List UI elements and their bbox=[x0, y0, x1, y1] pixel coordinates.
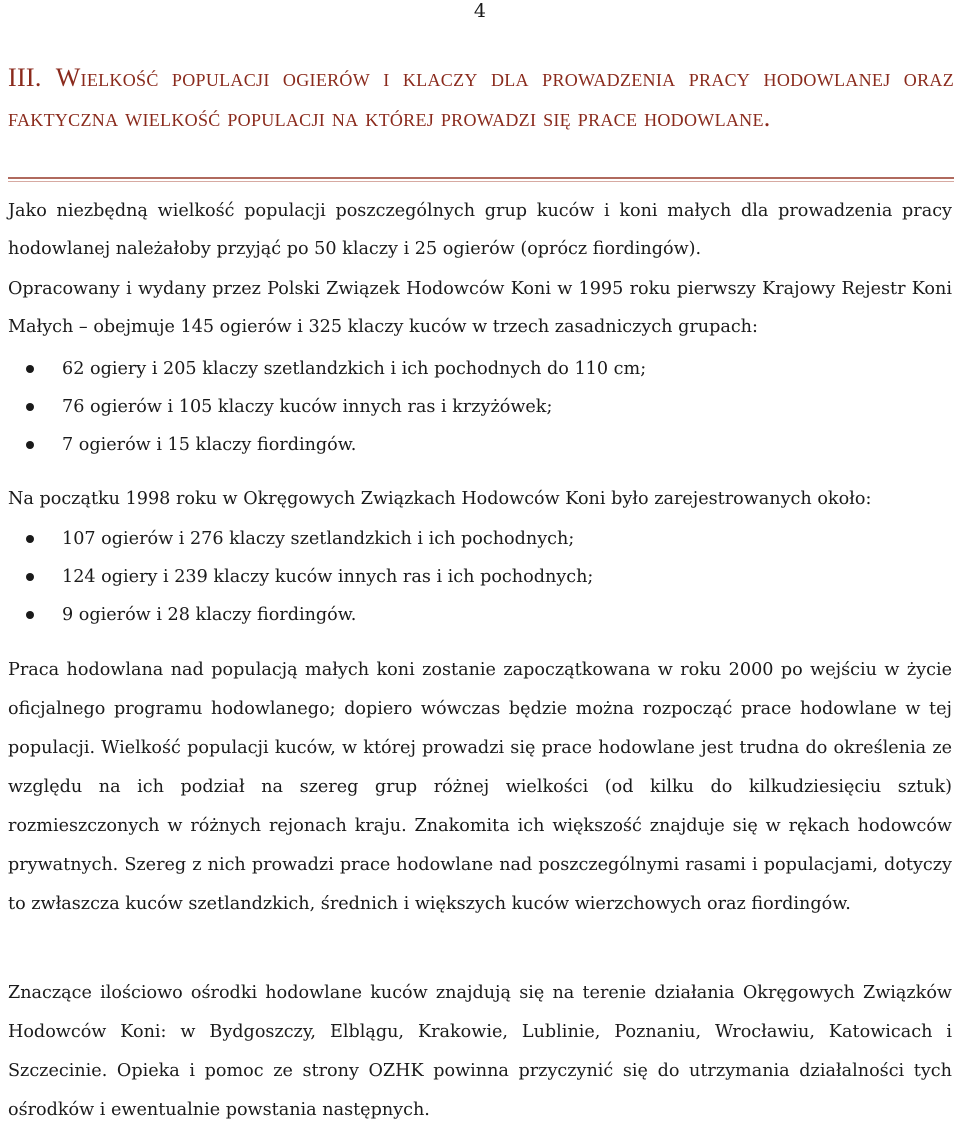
paragraph-intro: Jako niezbędną wielkość populacji poszczególnych grup kuców i koni małych dla prowadzenia pracy hodowlanej należałoby przyjąć po 50 klaczy i 25 ogierów (oprócz fiordingów). bbox=[8, 201, 952, 259]
paragraph-breeding-centers: Znaczące ilościowo ośrodki hodowlane kuców znajdują się na terenie działania Okręgowych Związków Hodowców Koni: w Bydgoszczy, Elblągu, Krakowie, Lublinie, Poznaniu, Wrocławiu, Katowicach i Szczecinie. Opieka i pomoc ze strony OZHK powinna przyczynić się do utrzymania działalności tych ośrodków i ewentualnie powstania następnych. bbox=[8, 983, 952, 1120]
list-1995-groups bbox=[24, 350, 646, 464]
paragraph-registry-1998: Na początku 1998 roku w Okręgowych Związkach Hodowców Koni było zarejestrowanych około: bbox=[8, 489, 872, 509]
list-item: 76 ogierów i 105 klaczy kuców innych ras i krzyżówek; bbox=[24, 388, 646, 426]
list-item: 62 ogiery i 205 klaczy szetlandzkich i ich pochodnych do 110 cm; bbox=[24, 350, 646, 388]
heading-underline-shadow bbox=[8, 181, 954, 182]
heading-underline bbox=[8, 177, 954, 179]
list-item: 7 ogierów i 15 klaczy fiordingów. bbox=[24, 426, 646, 464]
section-heading bbox=[8, 58, 954, 138]
page-number: 4 bbox=[473, 0, 486, 22]
list-1998-groups bbox=[24, 520, 593, 634]
paragraph-registry-1995: Opracowany i wydany przez Polski Związek Hodowców Koni w 1995 roku pierwszy Krajowy Rejestr Koni Małych – obejmuje 145 ogierów i 325 klaczy kuców w trzech zasadniczych grupach: bbox=[8, 279, 952, 337]
list-item: 9 ogierów i 28 klaczy fiordingów. bbox=[24, 596, 593, 634]
list-item: 124 ogiery i 239 klaczy kuców innych ras i ich pochodnych; bbox=[24, 558, 593, 596]
paragraph-breeding-work: Praca hodowlana nad populacją małych koni zostanie zapoczątkowana w roku 2000 po wejściu w życie oficjalnego programu hodowlanego; dopiero wówczas będzie można rozpocząć prace hodowlane w tej populacji. Wielkość populacji kuców, w której prowadzi się prace hodowlane jest trudna do określenia ze względu na ich podział na szereg grup różnej wielkości (od kilku do kilkudziesięciu sztuk) rozmieszczonych w różnych rejonach kraju. Znakomita ich większość znajduje się w rękach hodowców prywatnych. Szereg z nich prowadzi prace hodowlane nad poszczególnymi rasami i populacjami, dotyczy to zwłaszcza kuców szetlandzkich, średnich i większych kuców wierzchowych oraz fiordingów. bbox=[8, 660, 952, 914]
section-title: Wielkość populacji ogierów i klaczy dla prowadzenia pracy hodowlanej oraz faktyczna wielkość populacji na której prowadzi się prace hodowlane. bbox=[8, 63, 954, 132]
section-number: III. bbox=[8, 63, 42, 92]
list-item: 107 ogierów i 276 klaczy szetlandzkich i ich pochodnych; bbox=[24, 520, 593, 558]
